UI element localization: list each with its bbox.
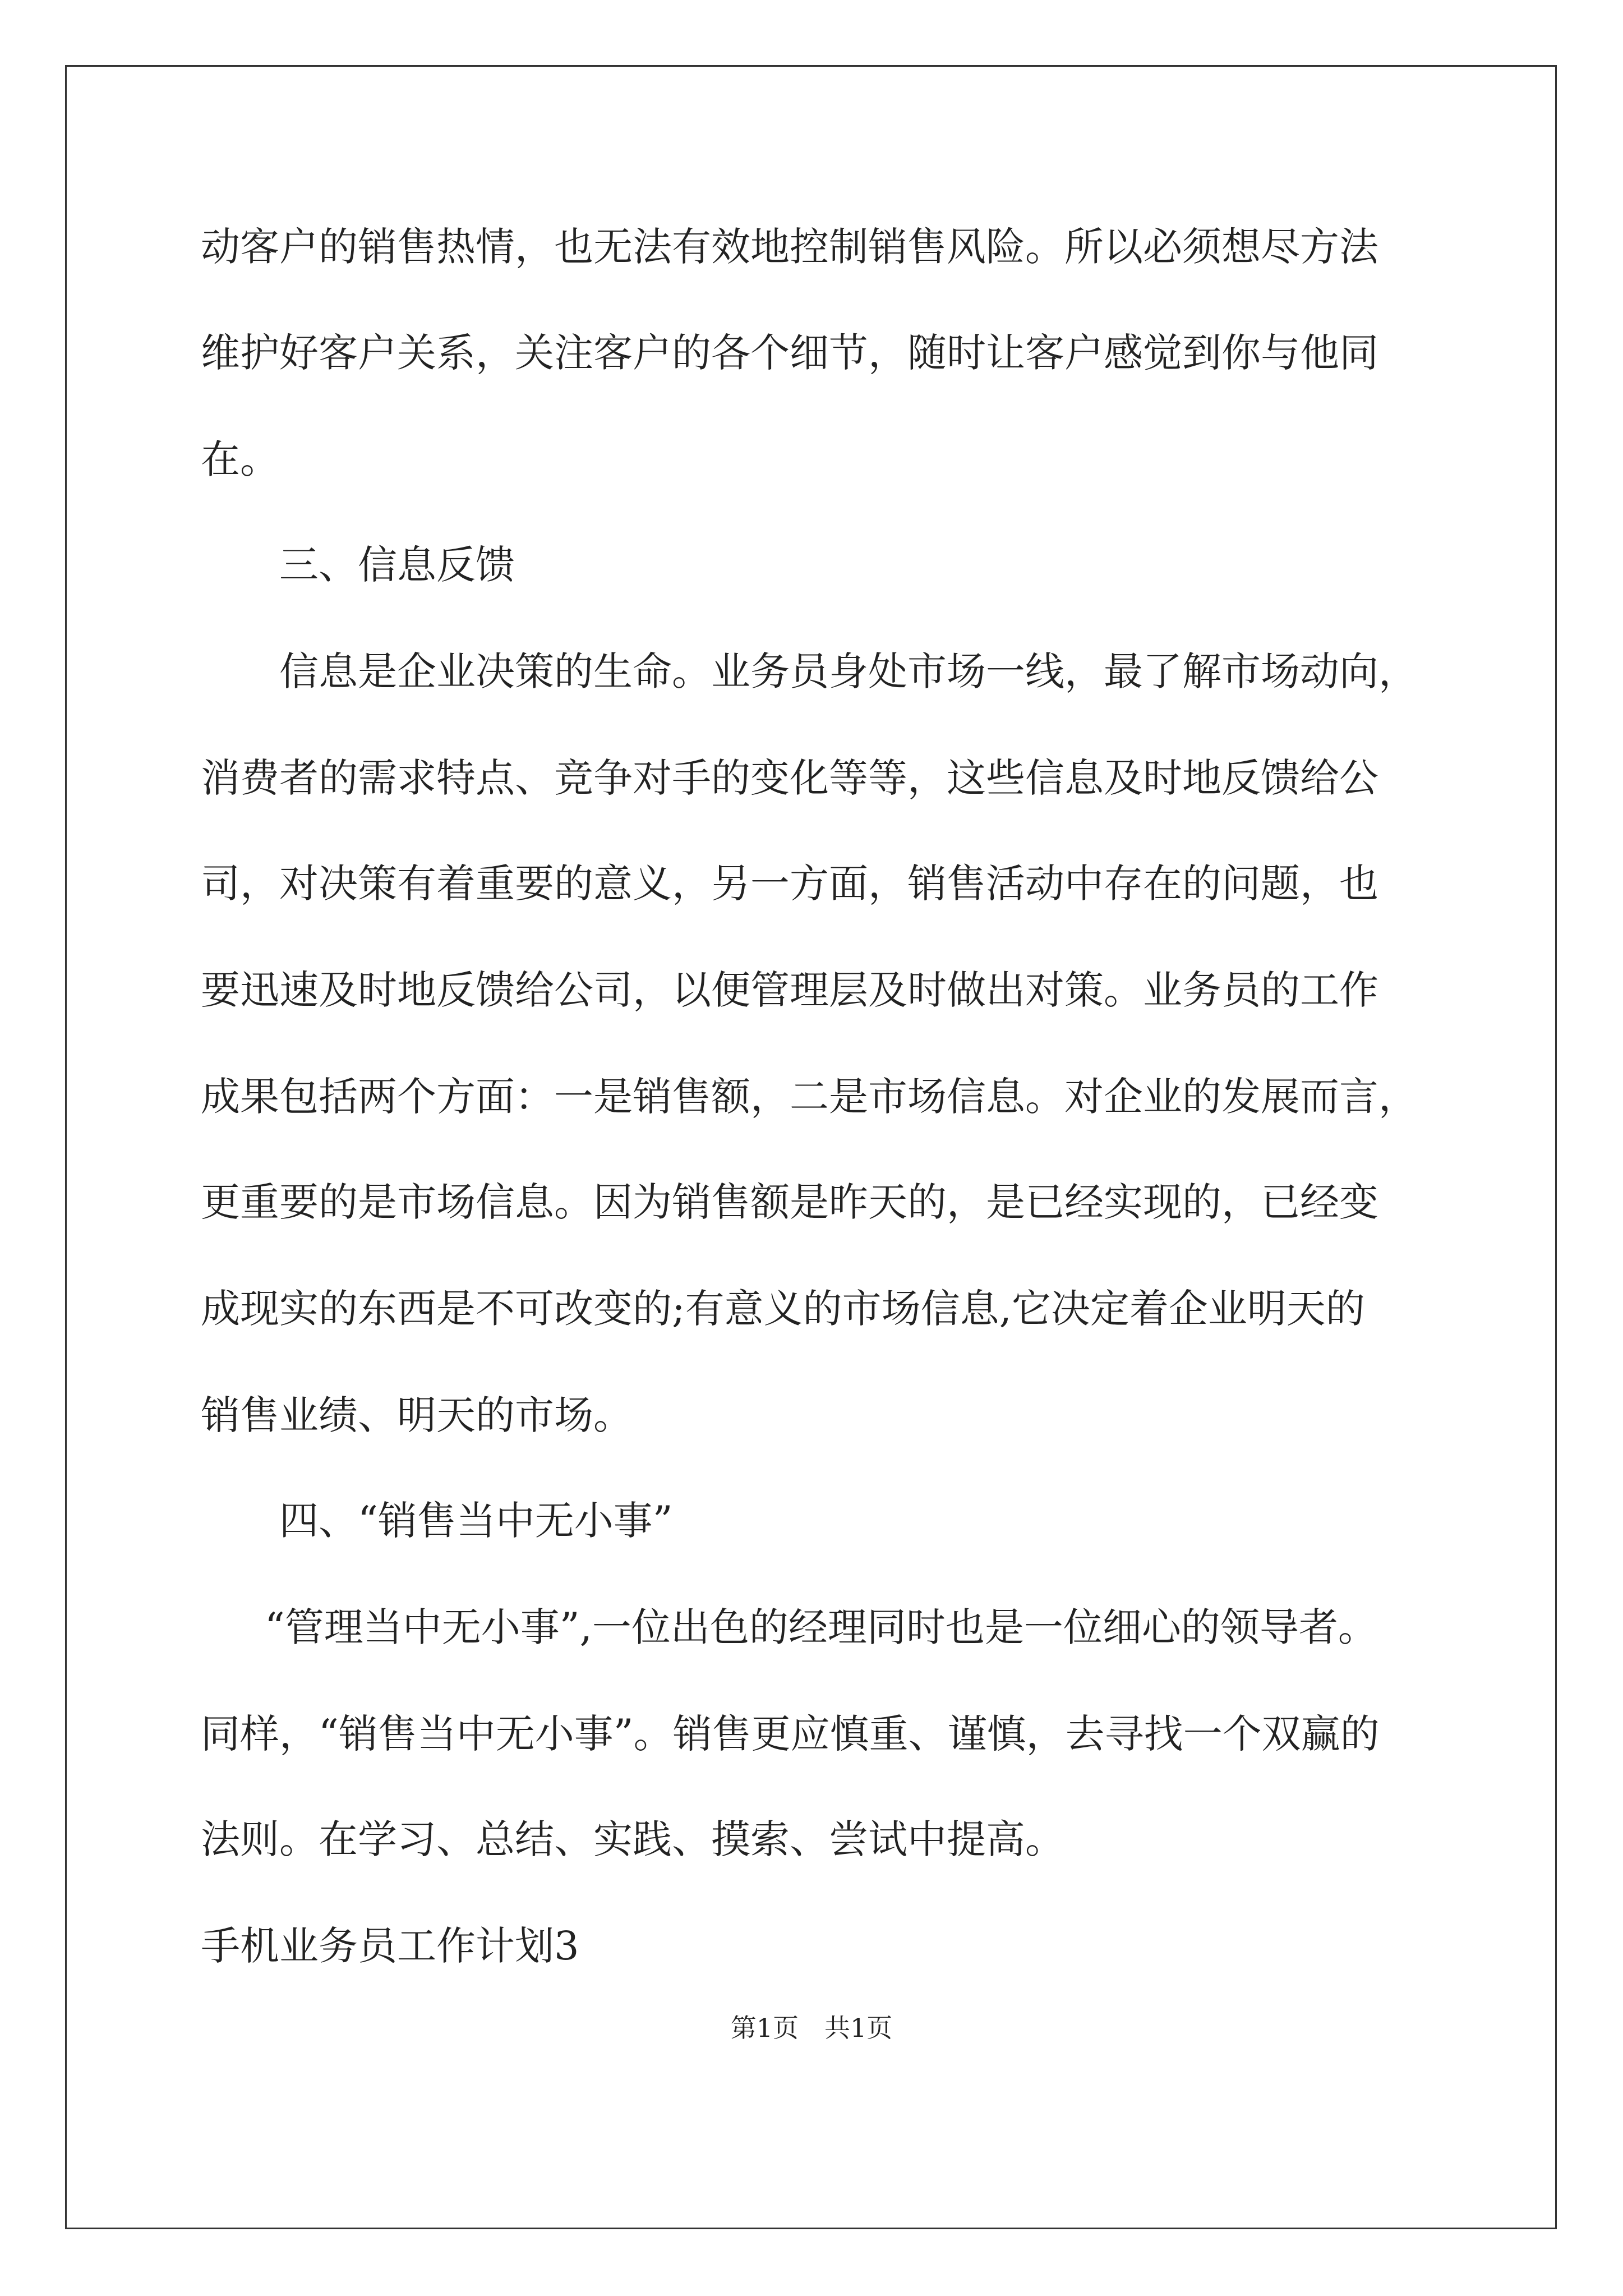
paragraph-line: 同样，“销售当中无小事”。销售更应慎重、谨慎，去寻找一个双赢的 — [201, 1711, 1380, 1757]
paragraph-line: 销售业绩、明天的市场。 — [201, 1392, 633, 1438]
paragraph-line: 信息是企业决策的生命。业务员身处市场一线，最了解市场动向， — [279, 648, 1418, 694]
paragraph-line: 维护好客户关系，关注客户的各个细节，随时让客户感觉到你与他同 — [201, 330, 1378, 376]
paragraph-line: 消费者的需求特点、竞争对手的变化等等，这些信息及时地反馈给公 — [201, 755, 1378, 801]
paragraph-line: 成果包括两个方面：一是销售额，二是市场信息。对企业的发展而言， — [201, 1074, 1418, 1120]
section-heading: 三、信息反馈 — [279, 542, 515, 588]
page-border — [65, 65, 1557, 2229]
paragraph-line: 法则。在学习、总结、实践、摸索、尝试中提高。 — [201, 1816, 1064, 1862]
paragraph-line: 要迅速及时地反馈给公司，以便管理层及时做出对策。业务员的工作 — [201, 967, 1378, 1013]
paragraph-line: 在。 — [201, 436, 279, 482]
document-title: 手机业务员工作计划3 — [201, 1923, 579, 1969]
paragraph-line: 动客户的销售热情，也无法有效地控制销售风险。所以必须想尽方法 — [201, 224, 1378, 270]
page-footer: 第1页 共1页 — [730, 2013, 893, 2043]
section-heading: 四、“销售当中无小事” — [279, 1498, 673, 1544]
paragraph-line: 更重要的是市场信息。因为销售额是昨天的，是已经实现的，已经变 — [201, 1179, 1378, 1225]
paragraph-line: 成现实的东西是不可改变的;有意义的市场信息,它决定着企业明天的 — [201, 1286, 1365, 1332]
paragraph-line: “管理当中无小事”,一位出色的经理同时也是一位细心的领导者。 — [265, 1604, 1377, 1650]
paragraph-line: 司，对决策有着重要的意义，另一方面，销售活动中存在的问题，也 — [201, 861, 1378, 907]
